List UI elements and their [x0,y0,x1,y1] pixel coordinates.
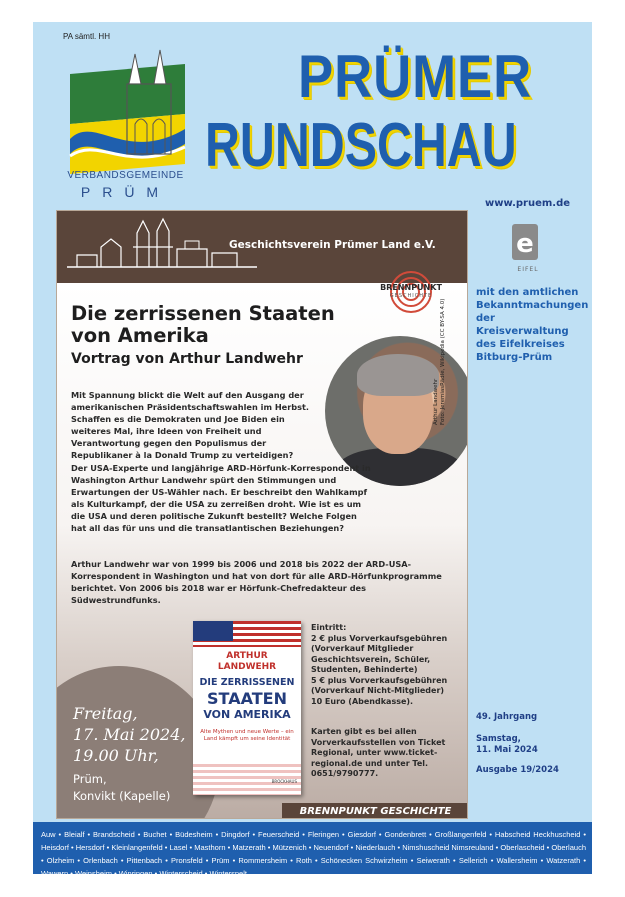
book-author: ARTHUR LANDWEHR [217,651,277,672]
event-time: 19.00 Uhr, [73,746,159,765]
newspaper-cover [33,22,592,878]
event-location [73,771,170,805]
masthead-line1: PRÜMER [298,43,533,110]
svg-text:e: e [516,229,534,259]
eifel-logo-icon [510,222,540,264]
issue-weekday: Samstag, [476,734,521,744]
book-cover [193,621,301,795]
eifel-label: EIFEL [517,266,539,273]
admission-price-3: 10 Euro (Abendkasse). [311,696,414,706]
event-weekday: Freitag, [73,704,138,723]
website-link[interactable]: www.pruem.de [485,198,571,209]
photo-caption [433,299,447,425]
expert-paragraph: Der USA-Experte und langjährige ARD-Hörfunk-Korrespondent in Washington Arthur Landwehr spürt den Stimmungen und Erwartungen der US-Wähler nach. Er beschreibt den Wahlkampf als Kulturkampf, der die USA zu zerreißen droht. Wie ist es um die USA und deren politische Zukunft bestellt? Welche Folgen hat all das für uns und die transatlantischen Beziehungen? [71,463,371,533]
lecture-title-line2: von Amerika [71,324,209,347]
event-venue: Konvikt (Kapelle) [73,789,171,803]
admission-price-1: 2 € plus Vorverkaufsgebühren (Vorverkauf Mitglieder Geschichtsverein, Schüler, Studenten, Behinderte) [311,633,448,674]
photo-credit: Foto: JeremiasRädle, Wikipedia (CC BY-SA 4.0) [440,298,446,425]
lecture-subtitle: Vortrag von Arthur Landwehr [71,351,303,367]
admission-label: Eintritt: [311,623,347,632]
verbandsgemeinde-label: VERBANDSGEMEINDE [67,170,184,181]
book-flag-stars [193,621,233,641]
issue-day: 11. Mai 2024 [476,745,538,755]
masthead-line2: RUNDSCHAU [205,111,517,180]
intro-paragraph: Mit Spannung blickt die Welt auf den Ausgang der amerikanischen Präsidentschaftswahlen im Herbst. Schaffen es die Demokraten und Joe Biden ein weiteres Mal, ihre Ideen von Freiheit und Verantwortung gegen den Populismus der Republikaner à la Donald Trump zu verteidigen? [71,390,310,460]
lecture-title-line1: Die zerrissenen Staaten [71,302,335,325]
photo-caption-name: Arthur Landwehr [433,378,439,425]
verein-name: Geschichtsverein Prümer Land e.V. [229,239,436,251]
issue-date [476,734,538,756]
book-tagline: Alte Mythen und neue Werte – ein Land kämpft um seine Identität [200,729,294,742]
event-day: 17. Mai 2024, [73,725,186,744]
lecture-title [71,303,371,347]
admission-price-2: 5 € plus Vorverkaufsgebühren (Vorverkauf Nicht-Mitglieder) [311,675,448,695]
brennpunkt-logo-word: BRENNPUNKT [380,283,442,292]
ticket-info: Karten gibt es bei allen Vorverkaufsstellen von Ticket Regional, unter www.ticket-regional.de und unter Tel. 0651/9790777. [311,727,446,778]
event-town: Prüm, [73,772,107,786]
event-date [73,703,185,766]
event-poster [56,210,468,819]
villages-list: Auw • Bleialf • Brandscheid • Buchet • Büdesheim • Dingdorf • Feuerscheid • Fleringen • Giesdorf • Gondenbrett • Großlangenfeld • Habscheid Heckhuscheid • Heisdorf • Hersdorf • Kleinlangenfeld • Lasel • Masthorn • Matzerath • Mützenich • Neuendorf • Niederlauch • Nimshuscheid Nimsreuland • Oberlascheid • Oberlauch • Olzheim • Orlenbach • Pittenbach • Pronsfeld • Prüm • Rommersheim • Roth • Schönecken Schwirzheim • Seiwerath • Sellerich • Wallersheim • Watzerath • Wawern • Weinsheim • Winringen • Winterscheid • Winterspelt [41,830,586,878]
brennpunkt-footer: BRENNPUNKT GESCHICHTE [282,803,468,819]
brennpunkt-logo-sub: GESCHICHTE [389,293,433,299]
official-announcements-text: mit den amtlichen Bekanntmachungen der Kreisverwaltung des Eifelkreises Bitburg-Prüm [476,287,589,363]
bio-paragraph: Arthur Landwehr war von 1999 bis 2006 und 2018 bis 2022 der ARD-USA-Korrespondent in Washington und hat von dort für alle ARD-Hörfunkprogramme berichtet. Von 2006 bis 2018 war er Hörfunk-Chefredakteur des Südwestrundfunks. [71,559,442,605]
volume-label: 49. Jahrgang [476,712,538,722]
book-title: DIE ZERRISSENEN STAATEN VON AMERIKA [199,677,295,721]
pruem-label: PRÜM [80,184,171,200]
book-publisher: BROCKHAUS [271,779,297,784]
admission-info [311,623,468,707]
issue-number: Ausgabe 19/2024 [476,765,559,775]
pa-label: PA sämtl. HH [63,32,110,41]
